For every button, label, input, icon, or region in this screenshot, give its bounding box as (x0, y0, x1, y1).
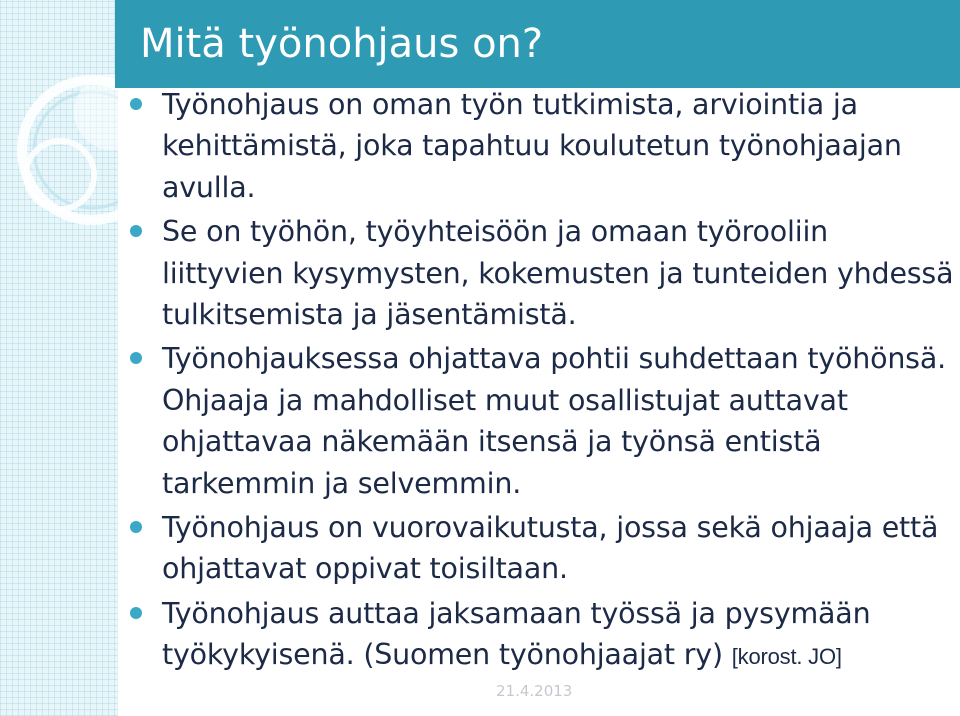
bullet-icon (130, 352, 142, 364)
bullet-icon (130, 521, 142, 533)
footer-date: 21.4.2013 (496, 682, 573, 700)
bullet-icon (130, 98, 142, 110)
bullet-item (128, 211, 956, 335)
bullet-text: Se on työhön, työyhteisöön ja omaan työrooliin liittyvien kysymysten, kokemusten ja tunteiden yhdessä tulkitsemista ja jäsentämistä. (162, 215, 954, 332)
bullet-list (128, 84, 956, 681)
decorative-circles (0, 0, 118, 716)
bullet-text: Työnohjaus auttaa jaksamaan työssä ja pysymään työkykyisenä. (Suomen työnohjaajat ry) (162, 596, 871, 672)
bullet-item (128, 507, 956, 590)
bullet-item (128, 593, 956, 678)
emphasis-note: [korost. JO] (731, 644, 842, 670)
bullet-item (128, 84, 956, 208)
bullet-icon (130, 225, 142, 237)
bullet-text: Työnohjauksessa ohjattava pohtii suhdettaan työhönsä. Ohjaaja ja mahdolliset muut osallistujat auttavat ohjattavaa näkemään itsensä ja työnsä entistä tarkemmin ja selvemmin. (162, 342, 946, 500)
slide-title: Mitä työnohjaus on? (140, 21, 544, 67)
bullet-item (128, 338, 956, 504)
bullet-text: Työnohjaus on vuorovaikutusta, jossa sekä ohjaaja että ohjattavat oppivat toisiltaan. (162, 511, 939, 586)
bullet-text: Työnohjaus on oman työn tutkimista, arviointia ja kehittämistä, joka tapahtuu koulutetun työnohjaajan avulla. (162, 88, 902, 204)
bullet-icon (130, 607, 142, 619)
